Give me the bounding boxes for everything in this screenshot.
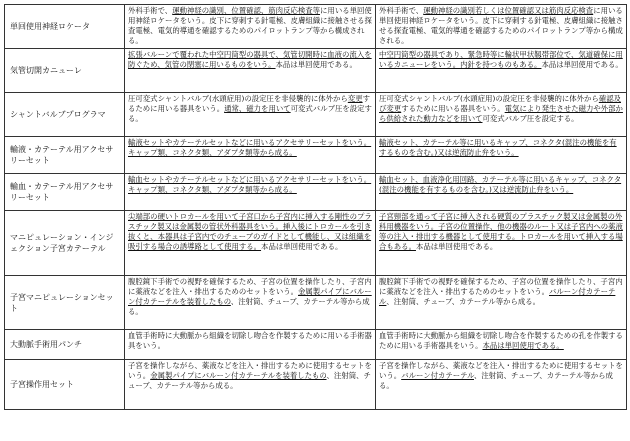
underlined-text-segment: 金属製パイプにバルーン付カテーテルを装着したもの xyxy=(128,287,372,306)
text-segment: 、注射筒、チューブ、カテーテル等から成る。 xyxy=(386,297,541,306)
underlined-text-segment: 運動神経の識別若しくは位置確認又は筋肉反応検査 xyxy=(423,6,594,15)
text-segment: 血管手術時に大動脈から組織を切除し吻合を作製するための孔を作製するために用いる手術器具をいう。 xyxy=(379,331,623,350)
old-definition-cell xyxy=(125,330,376,360)
text-segment: 可変式バルブ圧を設定する。 xyxy=(482,114,579,123)
comparison-table xyxy=(4,4,627,410)
text-segment: 圧可変式シャントバルブ(水頭症用)の設定圧を非侵襲的に体外から xyxy=(128,94,348,103)
text-segment: 本品は単回使用である。 xyxy=(415,242,498,251)
new-definition-cell xyxy=(376,330,627,360)
device-name-cell xyxy=(5,137,125,174)
device-name: 子宮操作用セット xyxy=(10,380,74,389)
table-row xyxy=(5,93,627,137)
device-name-cell xyxy=(5,174,125,211)
comparison-table-container xyxy=(4,4,626,410)
old-definition-cell xyxy=(125,211,376,276)
underlined-text-segment: 運動神経の識別、位置確認、筋肉反応検査等 xyxy=(172,6,321,15)
table-row xyxy=(5,174,627,211)
underlined-text-segment: 金属製パイプにバルーン付カテーテルを装着したもの xyxy=(150,371,327,380)
table-row xyxy=(5,137,627,174)
underlined-text-segment: 輸血セットやカテーテルセットなどに用いるアクセサリーセットをいう。キャップ類、コネクタ類、アダプタ類等から成る。 xyxy=(128,175,372,194)
new-definition-cell xyxy=(376,49,627,93)
text-segment: するために用いる器具をいう。 xyxy=(128,94,371,113)
underlined-text-segment: 確認及び変更 xyxy=(379,94,621,113)
device-name: シャントバルブプログラマ xyxy=(10,110,106,119)
device-name-cell xyxy=(5,5,125,49)
device-name-cell xyxy=(5,211,125,276)
device-name: 気管切開カニューレ xyxy=(10,66,82,75)
text-segment: に用いる単回使用神経ロケータをいう。皮下に穿刺する針電極、皮膚組織に接触させる探査電極、電気的導通を確認するためのパイロットランプ等から構成される。 xyxy=(128,6,372,45)
text-segment: 本品は単回使用である。 xyxy=(261,242,343,251)
new-definition-cell xyxy=(376,276,627,330)
new-definition-cell xyxy=(376,5,627,49)
new-definition-cell xyxy=(376,360,627,410)
text-segment: 腹腔鏡下手術での視野を確保するため、子宮の位置を操作したり、子宮内に薬液などを注入・排出するためのセットをいう。 xyxy=(128,277,372,296)
text-segment: 腹腔鏡下手術での視野を確保するため、子宮の位置を操作したり、子宮内に薬液などを注入・排出するためのセットをいう。 xyxy=(379,277,623,296)
old-definition-cell xyxy=(125,360,376,410)
table-row xyxy=(5,360,627,410)
device-name: 輸血・カテーテル用アクセサリーセット xyxy=(10,182,114,202)
underlined-text-segment: 中空円筒型の器具であり、緊急時等に輪状甲状靱帯部位で、気道確保に用いるカニューレをいう。内針を持つものもある。 xyxy=(379,50,623,69)
underlined-text-segment: 輸液セット、カテーテル等に用いるキャップ、コネクタ(混注の機能を有するものを含む。)又は逆流防止弁をいう。 xyxy=(379,138,617,157)
old-definition-cell xyxy=(125,49,376,93)
device-name-cell xyxy=(5,330,125,360)
device-name: 大動脈手術用パンチ xyxy=(10,340,82,349)
new-definition-cell xyxy=(376,137,627,174)
device-name: マニピュレーション・インジェクション子宮カテーテル xyxy=(10,233,114,253)
old-definition-cell xyxy=(125,93,376,137)
text-segment: 血管手術時に大動脈から組織を切除し吻合を作製するために用いる手術器具をいう。 xyxy=(128,331,372,350)
table-body xyxy=(5,5,627,410)
text-segment: 本品は単回使用である。 xyxy=(275,60,357,69)
underlined-text-segment: 通常、磁力を用いて xyxy=(224,104,291,113)
old-definition-cell xyxy=(125,137,376,174)
old-definition-cell xyxy=(125,276,376,330)
underlined-text-segment: 拡張バルーンで覆われた中空円筒型の器具で、気管切開時に血液の流入を防ぐため、気管の閉塞に用いるものをいう。 xyxy=(128,50,372,69)
text-segment: するために用いる器具をいう。 xyxy=(401,104,505,113)
device-name-cell xyxy=(5,276,125,330)
table-row xyxy=(5,5,627,49)
text-segment: 可変式バルブ圧を設定する。 xyxy=(128,104,372,123)
text-segment: 外科手術で、 xyxy=(128,6,173,15)
underlined-text-segment: 尖端部の硬いトロカールを用いて子宮口から子宮内に挿入する剛性のプラスチック製又は金属製の管状外科器具をいう。挿入後にトロカールを引き抜くと、本器具は子宮内でのチューブのガイドとして機能し、又は組織を吸引する場合の誘導路として使用する。 xyxy=(128,212,372,251)
text-segment: 、注射筒、チューブ、カテーテル等から成る。 xyxy=(128,371,371,390)
old-definition-cell xyxy=(125,174,376,211)
underlined-text-segment: 輸液セットやカテーテルセットなどに用いるアクセサリーセットをいう。キャップ類、コネクタ類、アダプタ類等から成る。 xyxy=(128,138,372,157)
table-row xyxy=(5,211,627,276)
underlined-text-segment: バルーン付カテーテル xyxy=(379,287,616,306)
text-segment: 子宮を操作しながら、薬液などを注入・排出するために使用するセットをいう。 xyxy=(379,361,623,380)
device-name: 単回使用神経ロケータ xyxy=(10,22,90,31)
table-row xyxy=(5,276,627,330)
text-segment: 圧可変式シャントバルブ(水頭症用)の設定圧を非侵襲的に体外から xyxy=(379,94,599,103)
text-segment: 子宮を操作しながら、薬液などを注入・排出するために使用するセットをいう。 xyxy=(128,361,372,380)
underlined-text-segment: バルーン付カテーテル xyxy=(401,371,474,380)
device-name: 子宮マニピュレーションセット xyxy=(10,292,114,313)
device-name: 輸液・カテーテル用アクセサリーセット xyxy=(10,145,114,165)
table-row xyxy=(5,49,627,93)
old-definition-cell xyxy=(125,5,376,49)
text-segment: 外科手術で、 xyxy=(379,6,424,15)
table-row xyxy=(5,330,627,360)
underlined-text-segment: 変更 xyxy=(347,94,363,103)
underlined-text-segment: 子宮頸部を通って子宮に挿入される硬質のプラスチック製又は金属製の外科用機器をいう。子宮の位置操作、他の機器のルート又は子宮内への薬液等の注入・排出する機器として使用する。トロカールを用いて挿入する場合もある。 xyxy=(379,212,623,251)
new-definition-cell xyxy=(376,211,627,276)
underlined-text-segment: 電気により発生させた磁力や外部から供給された動力などを用いて xyxy=(379,104,623,123)
device-name-cell xyxy=(5,360,125,410)
text-segment: 、注射筒、チューブ、カテーテル等から成る。 xyxy=(379,371,613,390)
underlined-text-segment: 本品は単回使用である。 xyxy=(482,341,564,350)
text-segment: 、注射筒、チューブ、カテーテル等から成る。 xyxy=(128,297,370,316)
device-name-cell xyxy=(5,93,125,137)
underlined-text-segment: 輸血セット、血液浄化用回路、カテーテル等に用いるキャップ、コネクタ(混注の機能を有するものを含む。)又は逆流防止弁をいう。 xyxy=(379,175,622,194)
device-name-cell xyxy=(5,49,125,93)
text-segment: 本品は単回使用である。 xyxy=(541,60,623,69)
new-definition-cell xyxy=(376,93,627,137)
new-definition-cell xyxy=(376,174,627,211)
text-segment: に用いる単回使用神経ロケータをいう。皮下に穿刺する針電極、皮膚組織に接触させる探査電極、電気的導通を確認するためのパイロットランプ等から構成される。 xyxy=(379,6,623,45)
